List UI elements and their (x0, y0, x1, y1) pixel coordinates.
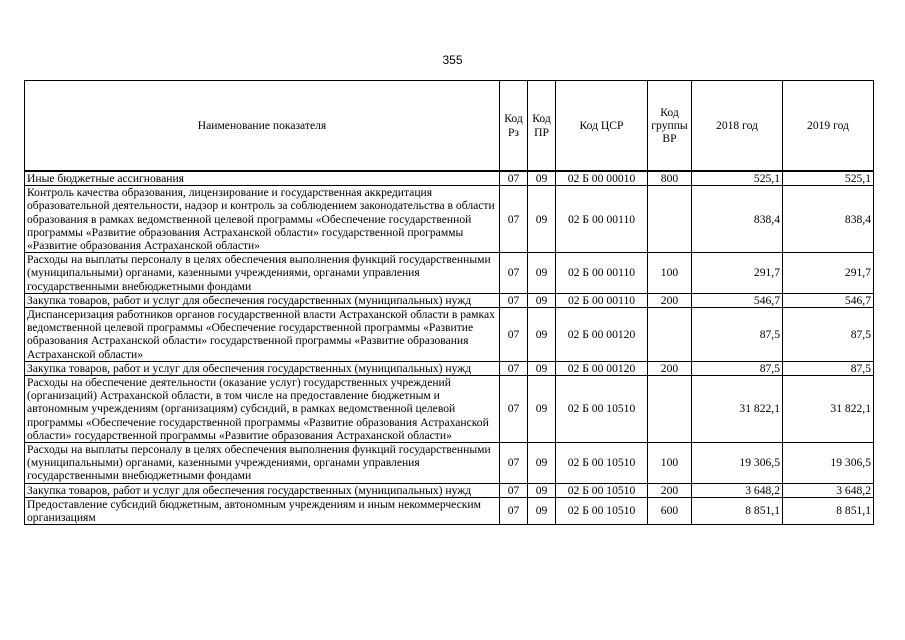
cell-rz: 07 (500, 497, 528, 524)
cell-2018: 3 648,2 (692, 483, 783, 497)
table-row (25, 443, 874, 484)
col-header-pr: Код ПР (528, 81, 556, 172)
table-body (25, 171, 874, 525)
cell-rz: 07 (500, 376, 528, 443)
cell-vr: 200 (648, 293, 692, 307)
cell-rz: 07 (500, 186, 528, 253)
cell-csr: 02 Б 00 00110 (556, 293, 648, 307)
cell-name: Закупка товаров, работ и услуг для обеспечения государственных (муниципальных) нужд (25, 483, 500, 497)
cell-2019: 291,7 (783, 253, 874, 294)
cell-pr: 09 (528, 186, 556, 253)
cell-name: Контроль качества образования, лицензирование и государственная аккредитация образовательной деятельности, надзор и контроль за соблюдением законодательства в области образования в рамках ведомственной целевой программы «Обеспечение государственной программы «Развитие образования Астраханской области» государственной программы «Развитие образования Астраханской области» (25, 186, 500, 253)
cell-pr: 09 (528, 361, 556, 375)
cell-2019: 838,4 (783, 186, 874, 253)
cell-2018: 546,7 (692, 293, 783, 307)
cell-name: Расходы на выплаты персоналу в целях обеспечения выполнения функций государственными (муниципальными) органами, казенными учреждениями, органами управления государственными внебюджетными фондами (25, 253, 500, 294)
cell-csr: 02 Б 00 10510 (556, 497, 648, 524)
cell-pr: 09 (528, 171, 556, 186)
cell-vr (648, 186, 692, 253)
cell-2019: 19 306,5 (783, 443, 874, 484)
cell-name: Закупка товаров, работ и услуг для обеспечения государственных (муниципальных) нужд (25, 361, 500, 375)
cell-2018: 31 822,1 (692, 376, 783, 443)
page-number: 355 (442, 53, 463, 67)
budget-table (24, 80, 874, 525)
cell-rz: 07 (500, 361, 528, 375)
cell-2018: 19 306,5 (692, 443, 783, 484)
cell-2018: 87,5 (692, 308, 783, 362)
cell-csr: 02 Б 00 00120 (556, 308, 648, 362)
cell-2019: 8 851,1 (783, 497, 874, 524)
cell-vr (648, 308, 692, 362)
col-header-name: Наименование показателя (25, 81, 500, 172)
table-header-row (25, 81, 874, 172)
cell-2018: 291,7 (692, 253, 783, 294)
cell-name: Закупка товаров, работ и услуг для обеспечения государственных (муниципальных) нужд (25, 293, 500, 307)
cell-2018: 87,5 (692, 361, 783, 375)
table-row (25, 293, 874, 307)
table-row (25, 308, 874, 362)
table-row (25, 376, 874, 443)
cell-pr: 09 (528, 293, 556, 307)
table-row (25, 253, 874, 294)
cell-2019: 546,7 (783, 293, 874, 307)
table-row (25, 483, 874, 497)
cell-name: Расходы на выплаты персоналу в целях обеспечения выполнения функций государственными (муниципальными) органами, казенными учреждениями, органами управления государственными внебюджетными фондами (25, 443, 500, 484)
cell-name: Иные бюджетные ассигнования (25, 171, 500, 186)
table-row (25, 171, 874, 186)
col-header-2018: 2018 год (692, 81, 783, 172)
col-header-rz: Код Рз (500, 81, 528, 172)
cell-2018: 525,1 (692, 171, 783, 186)
cell-vr (648, 376, 692, 443)
cell-csr: 02 Б 00 10510 (556, 376, 648, 443)
cell-vr: 100 (648, 443, 692, 484)
cell-rz: 07 (500, 308, 528, 362)
cell-2019: 525,1 (783, 171, 874, 186)
cell-csr: 02 Б 00 10510 (556, 483, 648, 497)
cell-2018: 838,4 (692, 186, 783, 253)
cell-2019: 87,5 (783, 361, 874, 375)
cell-csr: 02 Б 00 00120 (556, 361, 648, 375)
cell-rz: 07 (500, 253, 528, 294)
table-row (25, 497, 874, 524)
cell-vr: 600 (648, 497, 692, 524)
cell-2019: 31 822,1 (783, 376, 874, 443)
table-row (25, 186, 874, 253)
cell-csr: 02 Б 00 00010 (556, 171, 648, 186)
cell-vr: 800 (648, 171, 692, 186)
cell-pr: 09 (528, 308, 556, 362)
cell-csr: 02 Б 00 00110 (556, 253, 648, 294)
cell-vr: 200 (648, 361, 692, 375)
cell-2018: 8 851,1 (692, 497, 783, 524)
cell-name: Предоставление субсидий бюджетным, автономным учреждениям и иным некоммерческим организациям (25, 497, 500, 524)
col-header-2019: 2019 год (783, 81, 874, 172)
cell-name: Расходы на обеспечение деятельности (оказание услуг) государственных учреждений (организаций) Астраханской области, в том числе на предоставление бюджетным и автономным учреждениям (организациям) субсидий, в рамках ведомственной целевой программы «Обеспечение государственной программы «Развитие образования Астраханской области» государственной программы «Развитие образования Астраханской области» (25, 376, 500, 443)
cell-rz: 07 (500, 293, 528, 307)
cell-pr: 09 (528, 443, 556, 484)
cell-pr: 09 (528, 253, 556, 294)
col-header-vr: Код группы ВР (648, 81, 692, 172)
cell-rz: 07 (500, 483, 528, 497)
cell-2019: 3 648,2 (783, 483, 874, 497)
cell-pr: 09 (528, 483, 556, 497)
cell-rz: 07 (500, 171, 528, 186)
cell-csr: 02 Б 00 00110 (556, 186, 648, 253)
cell-2019: 87,5 (783, 308, 874, 362)
table-row (25, 361, 874, 375)
cell-csr: 02 Б 00 10510 (556, 443, 648, 484)
cell-vr: 200 (648, 483, 692, 497)
cell-pr: 09 (528, 376, 556, 443)
cell-pr: 09 (528, 497, 556, 524)
col-header-csr: Код ЦСР (556, 81, 648, 172)
cell-rz: 07 (500, 443, 528, 484)
cell-vr: 100 (648, 253, 692, 294)
cell-name: Диспансеризация работников органов государственной власти Астраханской области в рамках ведомственной целевой программы «Обеспечение государственной программы «Развитие образования Астраханской области» государственной программы «Развитие образования Астраханской области» (25, 308, 500, 362)
